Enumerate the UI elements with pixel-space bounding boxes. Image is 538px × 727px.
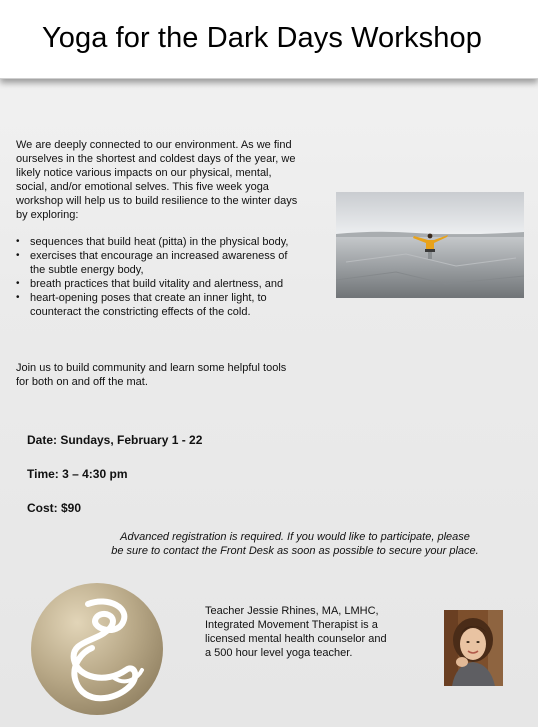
page-title: Yoga for the Dark Days Workshop <box>42 22 482 54</box>
yoga-on-salt-flat-image <box>336 192 524 298</box>
teacher-bio: Teacher Jessie Rhines, MA, LMHC, Integrated Movement Therapist is a licensed mental health counselor and a 500 hour level yoga teacher. <box>205 605 387 659</box>
list-item: • sequences that build heat (pitta) in the physical body, <box>16 235 300 249</box>
intro-paragraph: We are deeply connected to our environment. As we find ourselves in the shortest and coldest days of the year, we likely notice various impacts on our physical, mental, social, and/or emotional selves. This five week yoga workshop will help us to build resilience to the winter days by exploring: <box>16 139 298 221</box>
cost-line: Cost: $90 <box>27 501 82 515</box>
studio-logo-emblem <box>30 582 164 716</box>
closing-paragraph: Join us to build community and learn some helpful tools for both on and off the mat. <box>16 362 287 388</box>
list-item: • breath practices that build vitality and alertness, and <box>16 277 300 291</box>
topics-list <box>16 235 300 319</box>
header-banner <box>0 0 538 79</box>
yoga-photo <box>336 192 524 298</box>
list-item: • exercises that encourage an increased awareness of the subtle energy body, <box>16 249 300 277</box>
registration-note-line: be sure to contact the Front Desk as soon as possible to secure your place. <box>111 545 479 557</box>
teacher-portrait-image <box>444 610 503 686</box>
teacher-photo <box>444 610 503 686</box>
date-line: Date: Sundays, February 1 - 22 <box>27 433 203 447</box>
list-item: • heart-opening poses that create an inner light, to counteract the constricting effects of the cold. <box>16 291 300 319</box>
registration-note <box>90 530 500 558</box>
time-line: Time: 3 – 4:30 pm <box>27 467 128 481</box>
registration-note-line: Advanced registration is required. If you would like to participate, please <box>120 531 470 543</box>
studio-logo <box>30 582 164 716</box>
